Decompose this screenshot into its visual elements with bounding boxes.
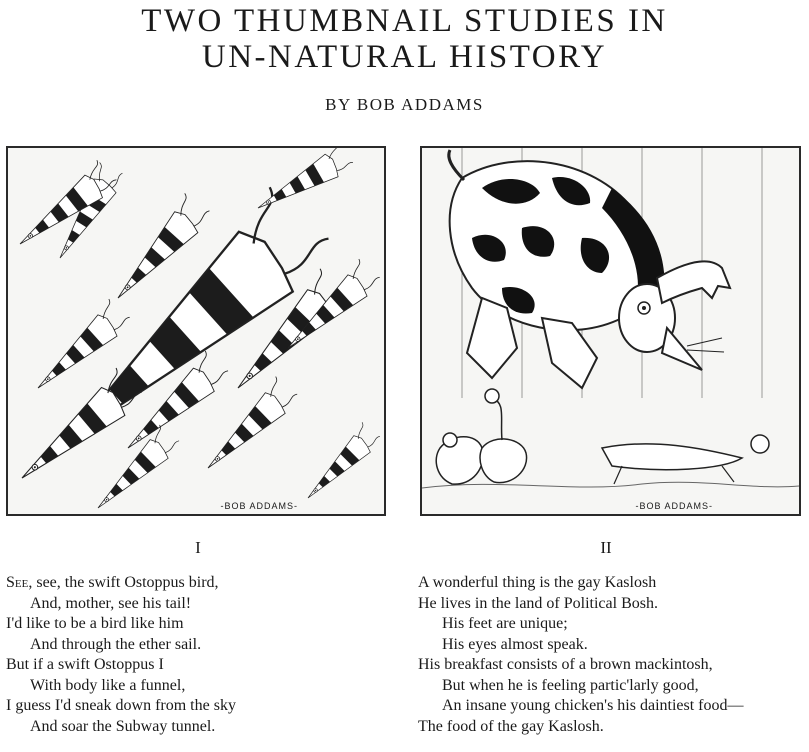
artist-signature: -BOB ADDAMS- [635,501,713,511]
poem-line [6,573,236,594]
title-line-1: TWO THUMBNAIL STUDIES IN [141,3,668,39]
poem-line: With body like a funnel, [30,676,186,694]
title-line-2: UN-NATURAL HISTORY [201,39,608,75]
artist-signature: -BOB ADDAMS- [220,501,298,511]
poem-line: But when he is feeling partic'larly good, [442,676,699,694]
poem-line: His feet are unique; [442,615,568,632]
kaslosh-drawing [422,148,799,514]
poem-line: An insane young chicken's his daintiest food— [442,697,744,714]
illustration-kaslosh [420,146,801,516]
poem-line: The food of the gay Kaslosh. [418,717,604,735]
section-numeral-2: II [600,538,612,557]
poem-line: And soar the Subway tunnel. [30,717,216,735]
byline: BY BOB ADDAMS [325,95,484,114]
poem-line: But if a swift Ostoppus I [6,656,164,673]
poem-ostoppus [6,573,236,737]
section-numeral-1: I [195,538,201,557]
poem-line: I guess I'd sneak down from the sky [6,697,236,714]
poem-line: His eyes almost speak. [442,635,588,653]
poem-line: His breakfast consists of a brown mackintosh, [418,656,713,673]
poem-kaslosh [418,573,744,737]
poem-line: And, mother, see his tail! [30,594,192,612]
poem-line: He lives in the land of Political Bosh. [418,594,658,612]
poem-first-rest: see, the swift Ostoppus bird, [32,574,219,591]
poem-line: I'd like to be a bird like him [6,615,184,632]
illustration-ostoppus [6,146,386,516]
poem-first-word: See, [6,574,33,591]
poem-line: And through the ether sail. [30,635,202,653]
poem-line: A wonderful thing is the gay Kaslosh [418,574,657,591]
ostoppus-drawing [8,148,384,514]
